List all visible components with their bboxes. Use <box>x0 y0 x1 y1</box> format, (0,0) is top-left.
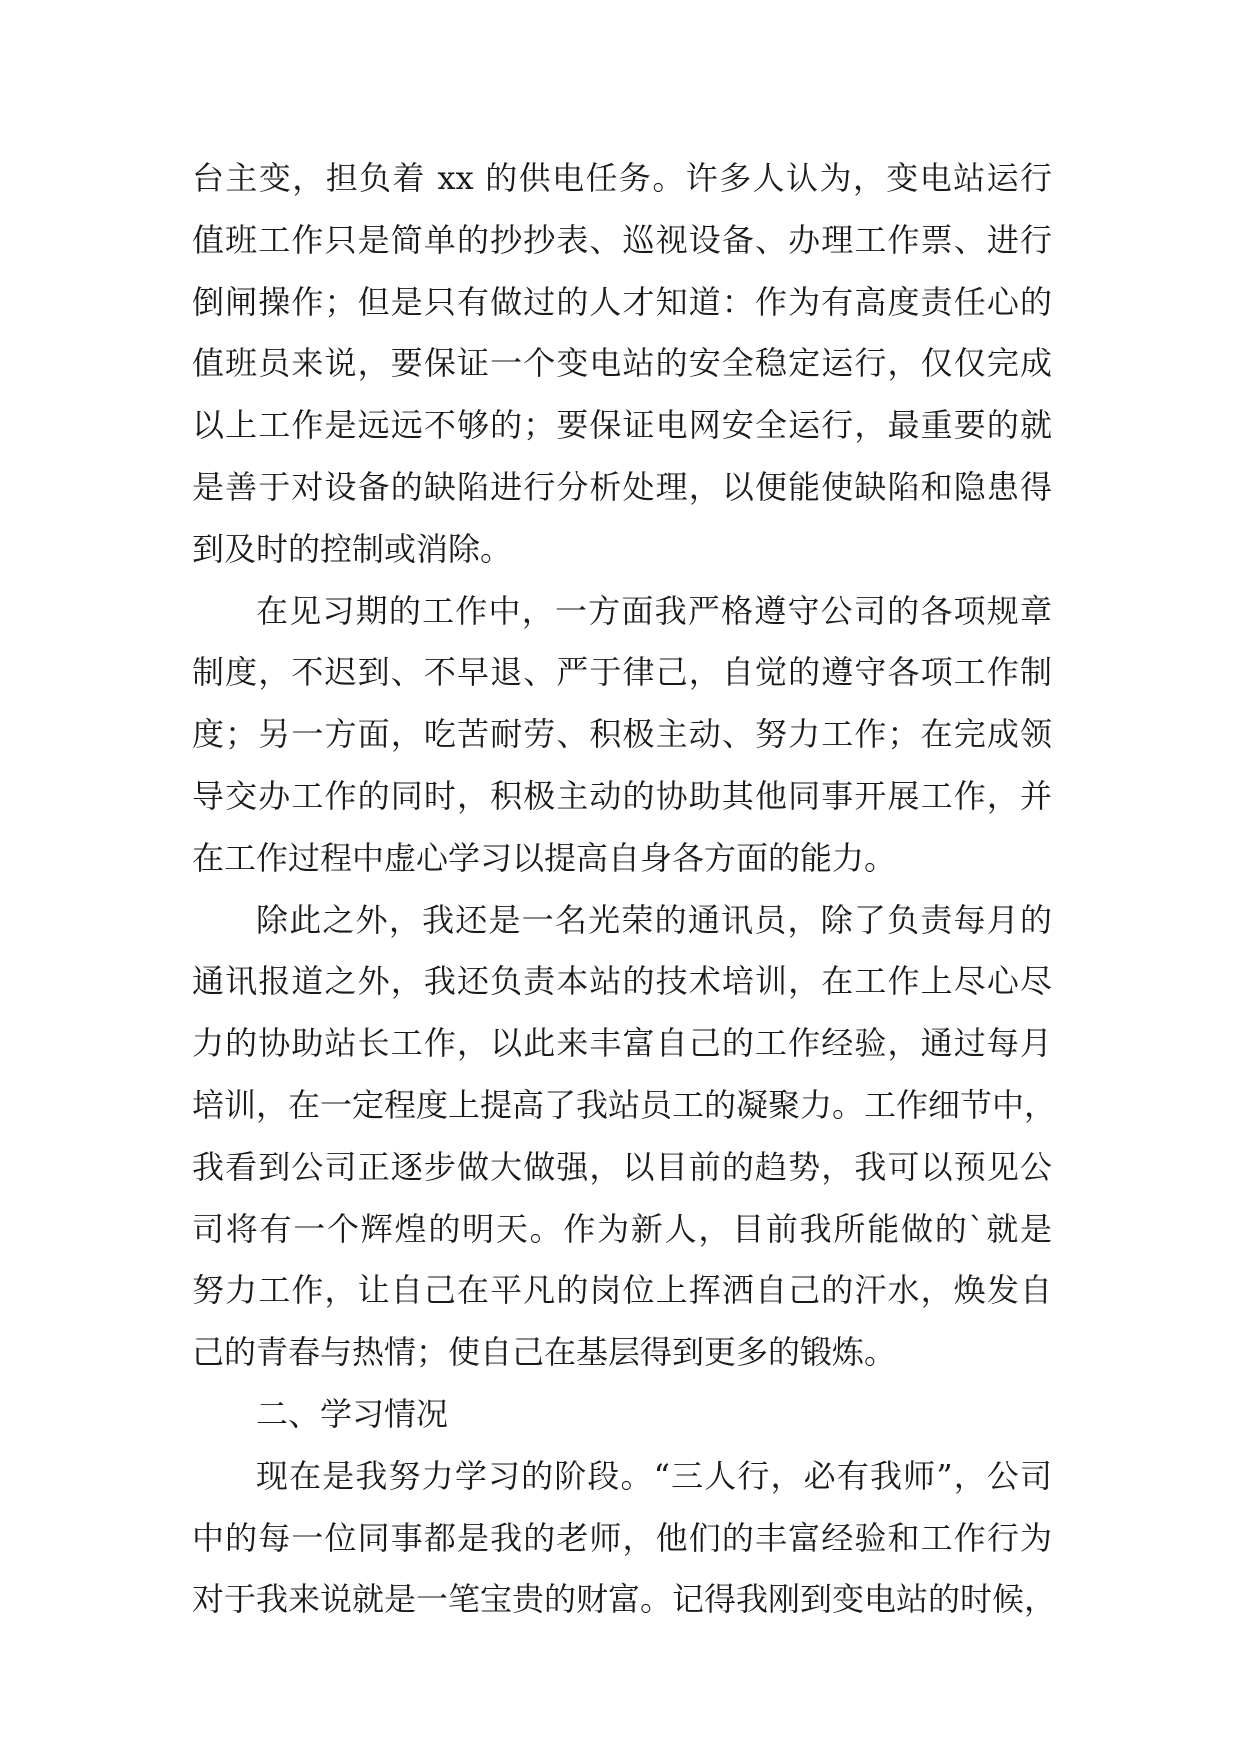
text-line: 司将有一个辉煌的明天。作为新人，目前我所能做的`就是 <box>192 1209 1052 1248</box>
document-body <box>192 158 1057 1641</box>
text-line: 值班工作只是简单的抄抄表、巡视设备、办理工作票、进行 <box>192 220 1052 259</box>
paragraph <box>192 1456 1057 1641</box>
text-line: 到及时的控制或消除。 <box>192 529 513 568</box>
text-line: 我看到公司正逐步做大做强，以目前的趋势，我可以预见公 <box>192 1147 1052 1186</box>
text-line: 对于我来说就是一笔宝贵的财富。记得我刚到变电站的时候， <box>192 1580 1057 1619</box>
text-line: 力的协助站长工作，以此来丰富自己的工作经验，通过每月 <box>192 1024 1052 1063</box>
text-line: 除此之外，我还是一名光荣的通讯员，除了负责每月的 <box>256 900 1052 939</box>
text-line: 培训，在一定程度上提高了我站员工的凝聚力。工作细节中， <box>192 1085 1057 1124</box>
heading-text: 二、学习情况 <box>256 1394 449 1433</box>
text-line: 制度，不迟到、不早退、严于律己，自觉的遵守各项工作制 <box>192 653 1052 692</box>
text-line: 现在是我努力学习的阶段。“三人行，必有我师”，公司 <box>256 1456 1052 1495</box>
paragraph <box>192 591 1052 900</box>
paragraph <box>192 900 1057 1394</box>
text-line: 己的青春与热情；使自己在基层得到更多的锻炼。 <box>192 1333 897 1372</box>
text-line: 在见习期的工作中，一方面我严格遵守公司的各项规章 <box>256 591 1052 630</box>
text-line: 台主变，担负着 xx 的供电任务。许多人认为，变电站运行 <box>192 159 1052 197</box>
text-line: 度；另一方面，吃苦耐劳、积极主动、努力工作；在完成领 <box>192 715 1052 754</box>
text-line: 以上工作是远远不够的；要保证电网安全运行，最重要的就 <box>192 406 1052 445</box>
text-line: 努力工作，让自己在平凡的岗位上挥洒自己的汗水，焕发自 <box>192 1271 1052 1310</box>
text-line: 导交办工作的同时，积极主动的协助其他同事开展工作，并 <box>192 776 1052 815</box>
text-line: 在工作过程中虚心学习以提高自身各方面的能力。 <box>192 838 897 877</box>
text-line: 通讯报道之外，我还负责本站的技术培训，在工作上尽心尽 <box>192 962 1052 1001</box>
section-heading <box>192 1394 1052 1456</box>
text-line: 是善于对设备的缺陷进行分析处理，以便能使缺陷和隐患得 <box>192 467 1052 506</box>
text-line: 倒闸操作；但是只有做过的人才知道：作为有高度责任心的 <box>192 282 1052 321</box>
text-line: 中的每一位同事都是我的老师，他们的丰富经验和工作行为 <box>192 1518 1052 1557</box>
text-line: 值班员来说，要保证一个变电站的安全稳定运行，仅仅完成 <box>192 344 1052 383</box>
paragraph <box>192 158 1052 591</box>
